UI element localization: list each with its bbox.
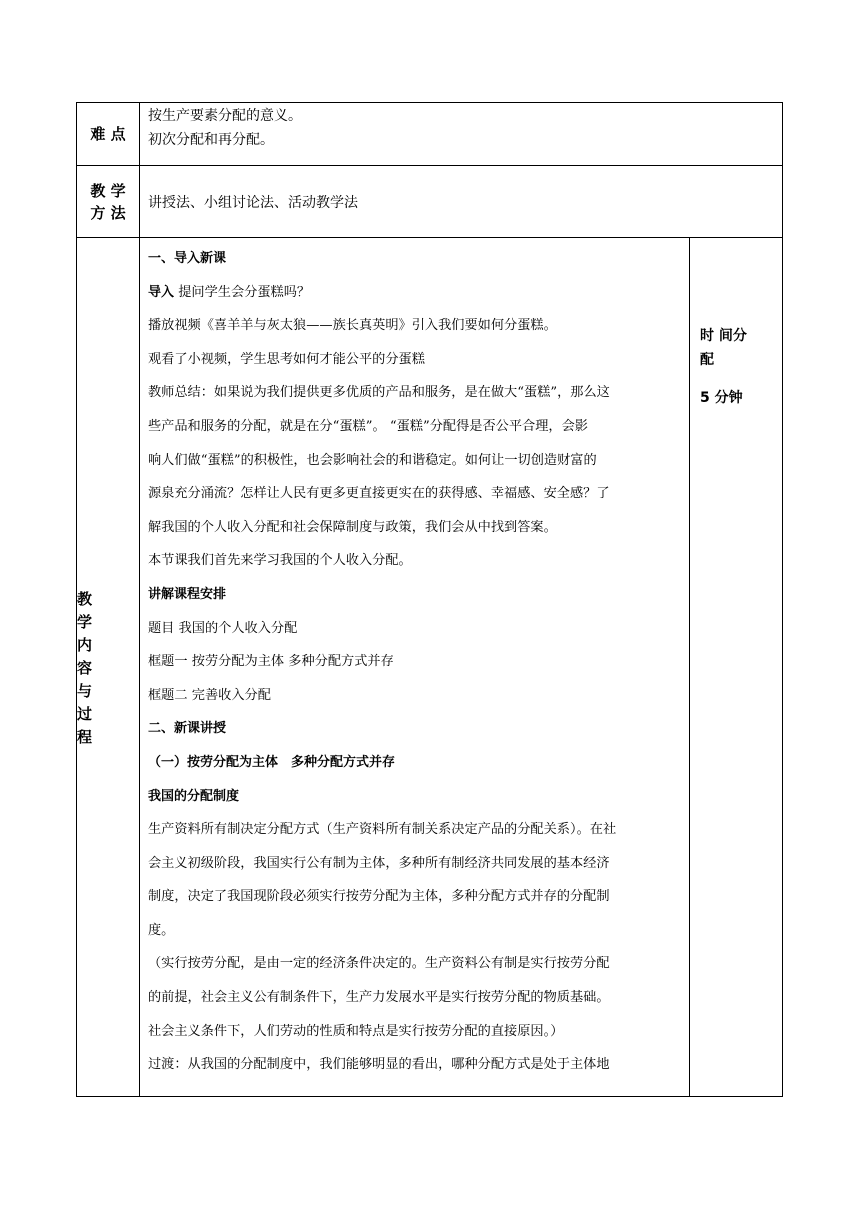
process-content [140,238,690,1096]
content-heading: 一、导入新课 [148,251,227,266]
time-label-line: 时 间分 [700,328,747,344]
content-heading: 讲解课程安排 [148,586,227,602]
content-paragraph: （实行按劳分配，是由一定的经济条件决定的。生产资料公有制是实行按劳分配 [148,956,610,972]
content-paragraph: 解我国的个人收入分配和社会保障制度与政策，我们会从中找到答案。 [148,519,557,535]
lesson-plan-table [76,102,783,1097]
content-paragraph: 本节课我们首先来学习我国的个人收入分配。 [148,553,412,569]
difficulty-line: 按生产要素分配的意义。 [148,108,302,124]
content-paragraph [148,712,681,746]
process-label-char: 容 [77,658,93,677]
content-paragraph: 框题一 按劳分配为主体 多种分配方式并存 [148,654,394,670]
content-paragraph: 教师总结：如果说为我们提供更多优质的产品和服务，是在做大“蛋糕”，那么这 [148,385,610,401]
process-label-char: 学 [77,612,93,631]
content-paragraph [148,242,681,276]
time-value: 5 分钟 [700,390,743,406]
method-label [77,166,140,237]
method-label-line: 方 法 [90,203,126,222]
content-paragraph: 框题二 完善收入分配 [148,687,271,703]
row-method [77,166,782,238]
content-heading: 我国的分配制度 [148,788,240,804]
content-paragraph [148,276,681,310]
content-paragraph: 题目 我国的个人收入分配 [148,620,298,636]
row-difficulty [77,103,782,166]
time-allocation [690,238,782,1096]
process-label-char: 过 [77,704,93,723]
content-paragraph: 制度，决定了我国现阶段必须实行按劳分配为主体，多种分配方式并存的分配制 [148,889,610,905]
process-label [77,238,140,1096]
content-paragraph: 会主义初级阶段，我国实行公有制为主体，多种所有制经济共同发展的基本经济 [148,855,610,871]
content-paragraph: 些产品和服务的分配，就是在分“蛋糕”。 “蛋糕”分配得是否公平合理，会影 [148,418,588,434]
content-paragraph [148,746,681,780]
process-label-char: 内 [77,635,93,654]
content-paragraph [148,578,681,612]
method-label-line: 教 学 [90,181,126,200]
process-label-char: 与 [77,681,93,700]
content-heading: （一）按劳分配为主体 多种分配方式并存 [148,754,396,770]
content-text: 提问学生会分蛋糕吗？ [174,284,311,300]
content-paragraph: 过渡：从我国的分配制度中，我们能够明显的看出，哪种分配方式是处于主体地 [148,1057,610,1073]
difficulty-content [140,103,782,165]
difficulty-label: 难 点 [77,103,140,165]
time-label-line: 配 [700,352,714,368]
content-paragraph: 的前提，社会主义公有制条件下，生产力发展水平是实行按劳分配的物质基础。 [148,990,610,1006]
process-label-char: 程 [77,727,93,746]
content-paragraph: 生产资料所有制决定分配方式（生产资料所有制关系决定产品的分配关系）。在社 [148,822,617,838]
content-paragraph [148,780,681,814]
content-paragraph: 响人们做“蛋糕”的积极性，也会影响社会的和谐稳定。如何让一切创造财富的 [148,452,597,468]
content-paragraph: 社会主义条件下，人们劳动的性质和特点是实行按劳分配的直接原因。） [148,1023,564,1039]
content-paragraph: 观看了小视频，学生思考如何才能公平的分蛋糕 [148,351,425,367]
content-heading: 导入 [148,284,175,300]
method-content: 讲授法、小组讨论法、活动教学法 [148,194,358,211]
difficulty-line: 初次分配和再分配。 [148,132,274,148]
content-paragraph: 源泉充分涌流？怎样让人民有更多更直接更实在的获得感、幸福感、安全感？了 [148,486,610,502]
content-paragraph: 度。 [148,922,175,938]
process-label-char: 教 [77,589,93,608]
row-process [77,238,782,1096]
content-heading: 二、新课讲授 [148,721,227,737]
content-paragraph: 播放视频《喜羊羊与灰太狼——族长真英明》引入我们要如何分蛋糕。 [148,318,557,334]
